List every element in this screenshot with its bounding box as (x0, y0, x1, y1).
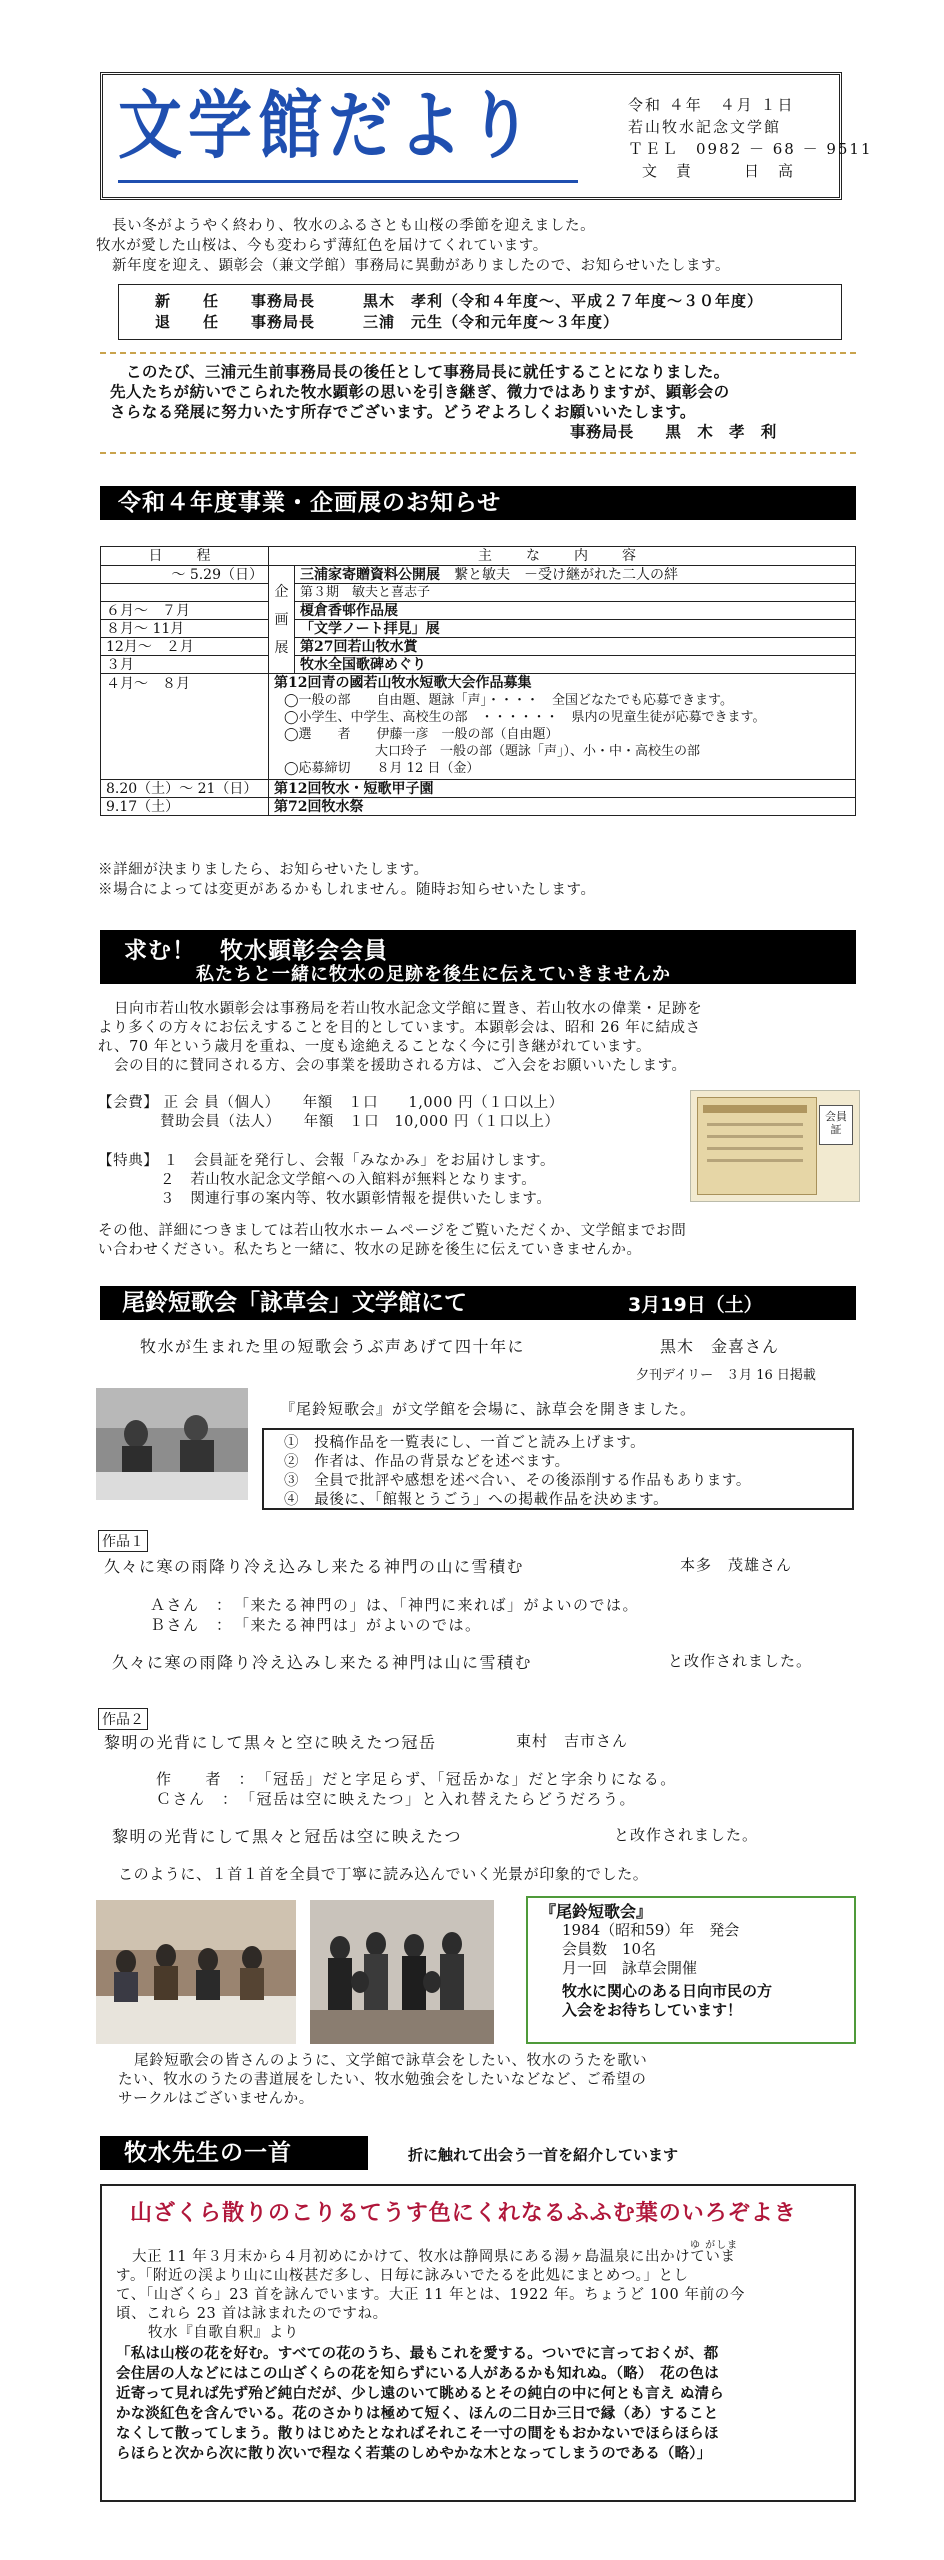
members-heading: 求む！ 牧水顕彰会会員 (124, 938, 388, 964)
members-banner (100, 930, 856, 984)
retired-staff: 退 任 事務局長 三浦 元生（令和元年度～３年度） (155, 313, 620, 331)
membership-fees: 【会費】 正 会 員（個人） 年額 １口 1,000 円（１口以上） 賛助会員（法人） 年額 １口 10,000 円（１口以上） (98, 1095, 564, 1130)
message-line: 先人たちが紡いでこられた牧水顕彰の思いを引き継ぎ、微力ではありますが、顕彰会の (110, 382, 730, 401)
eisokai-lead: 『尾鈴短歌会』が文学館を会場に、詠草会を開きました。 (280, 1400, 697, 1418)
phone-number: ＴＥＬ 0982 － 68 － 9511 (628, 140, 873, 158)
work2-revised: 黎明の光背にして黒々と冠岳は空に映えたつ (112, 1827, 463, 1846)
work2-poet: 東村 吉市さん (516, 1732, 629, 1750)
ruby-text: ゆ がしま (690, 2240, 739, 2251)
group-photo-2 (310, 1900, 494, 2044)
staff-change-box (118, 284, 842, 340)
events-notes: ※詳細が決まりましたら、お知らせいたします。 ※場合によっては変更があるかもしれません。随時お知らせいたします。 (98, 862, 596, 898)
ichishu-poem: 山ざくら散りのこりるてうす色にくれなるふふむ葉のいろぞよき (130, 2200, 797, 2226)
membership-card-image (690, 1090, 860, 1202)
members-subheading: 私たちと一緒に牧水の足跡を後生に伝えていきませんか (196, 964, 671, 985)
intro-text (96, 216, 730, 276)
event-item: 「文学ノート拝見」展 (295, 620, 856, 638)
meeting-photo-graphic (96, 1388, 248, 1500)
membership-perks: 【特典】 １ 会員証を発行し、会報「みなかみ」をお届けします。 ２ 若山牧水記念文学館への入館料が無料となります。 ３ 関連行事の案内等、牧水顕彰情報を提供いたします。 (98, 1153, 556, 1207)
club-name: 『尾鈴短歌会』 (540, 1902, 653, 1921)
ichishu-quote: 「私は山桜の花を好む。すべての花のうち、最もこれを愛する。ついでに言っておくが、都 会住居の人などにはこの山ざくらの花を知らずにいる人があるかも知れぬ。（略） 花の色は 近寄って見れば先ず殆ど純白だが、少し遠のいて眺めるとその純白の中に何とも言え ぬ清ら かな淡紅色を含んでいる。花のさかりは極めて短く、ほんの二日か三日で縁（あ）すること なくして散ってしまう。散りはじめたとなればそれこそ一寸の間をもおかないでほらほらほ らほらと次から次に散り次いで程なく若葉のしめやかな木となってしまうのである（略）」 (116, 2345, 724, 2462)
eisokai-steps-box: ① 投稿作品を一覧表にし、一首ごと読み上げます。 ② 作者は、作品の背景などを述べます。 ③ 全員で批評や感想を述べ合い、その後添削する作品もあります。 ④ 最後に、「館報とうごう」への掲載作品を決めます。 (262, 1428, 854, 1510)
work1-poet: 本多 茂雄さん (680, 1556, 793, 1574)
poem-source: 夕刊デイリー ３月 16 日掲載 (636, 1368, 816, 1383)
eisokai-closing: 尾鈴短歌会の皆さんのように、文学館で詠草会をしたい、牧水のうたを歌い たい、牧水のうたの書道展をしたい、牧水勉強会をしたいなどなど、ご希望の サークルはございませんか。 (118, 2053, 648, 2107)
col-header-date: 日 程 (101, 547, 269, 566)
tanka-contest-title: 第12回青の國若山牧水短歌大会作品募集 (274, 675, 532, 691)
club-info-box (526, 1896, 856, 2044)
featured-poet: 黒木 金喜さん (660, 1337, 780, 1356)
event-date: ８月～ 11月 (101, 620, 269, 638)
work2-comment-author: 作 者 ： 「冠岳」だと字足らず、「冠岳かな」だと字余りになる。 (156, 1770, 677, 1788)
club-invite-line: 入会をお待ちしています！ (562, 2001, 743, 2019)
event-item: 第27回若山牧水賞 (295, 638, 856, 656)
title-underline (118, 180, 578, 183)
certificate-mark: 会員証 (819, 1105, 853, 1145)
message-line: さらなる発展に努力いたす所存でございます。どうぞよろしくお願いいたします。 (110, 402, 696, 421)
event-date: 12月～ ２月 (101, 638, 269, 656)
ichishu-subtitle: 折に触れて出会う一首を紹介しています (408, 2146, 679, 2164)
divider (100, 352, 856, 354)
eisokai-heading: 尾鈴短歌会「詠草会」文学館にて (122, 1290, 467, 1316)
intro-line: 牧水が愛した山桜は、今も変わらず薄紅色を届けてくれています。 (96, 238, 548, 254)
event-item: 榎倉香邨作品展 (295, 602, 856, 620)
work2-revised-note: と改作されました。 (614, 1826, 759, 1844)
events-schedule-table (100, 546, 856, 816)
issue-date: 令和 ４年 ４月 １日 (628, 96, 795, 114)
event-date: 8.20（土）～ 21（日） (101, 780, 269, 798)
intro-line: 新年度を迎え、顕彰会（兼文学館）事務局に異動がありましたので、お知らせいたします。 (112, 258, 731, 274)
work1-comment-a: Ａさん ： 「来たる神門の」は、「神門に来れば」がよいのでは。 (150, 1596, 640, 1614)
work2-comment-c: Ｃさん ： 「冠岳は空に映えたつ」と入れ替えたらどうだろう。 (156, 1790, 637, 1808)
new-staff: 新 任 事務局長 黒木 孝利（令和４年度～、平成２７年度～３０年度） (155, 292, 764, 310)
club-founded: 1984（昭和59）年 発会 (562, 1921, 740, 1939)
editor-credit: 文 責 日 高 (642, 162, 796, 180)
ichishu-heading: 牧水先生の一首 (100, 2136, 368, 2170)
kikaku-label: 企 画 展 (269, 566, 295, 674)
work1-poem: 久々に寒の雨降り冷え込みし来たる神門の山に雪積む (104, 1557, 525, 1576)
message-signature: 事務局長 黒 木 孝 利 (570, 422, 777, 441)
club-invite-line: 牧水に関心のある日向市民の方 (562, 1982, 773, 2000)
museum-name: 若山牧水記念文学館 (628, 118, 782, 136)
event-date: ～ 5.29（日） (101, 566, 269, 584)
meeting-photo (96, 1388, 248, 1500)
work1-revised-note: と改作されました。 (668, 1652, 813, 1670)
eisokai-summary: このように、１首１首を全員で丁寧に読み込んでいく光景が印象的でした。 (118, 1865, 649, 1883)
event-item: 第12回牧水・短歌甲子園 (269, 780, 856, 798)
group-photo-1 (96, 1900, 296, 2044)
work1-comment-b: Ｂさん ： 「来たる神門は」がよいのでは。 (150, 1616, 482, 1634)
event-date: ４月～ ８月 (101, 674, 269, 780)
divider (100, 452, 856, 454)
club-members: 会員数 10名 (562, 1940, 657, 1958)
members-closing: その他、詳細につきましては若山牧水ホームページをご覧いただくか、文学館までお問 い合わせください。私たちと一緒に、牧水の足跡を後生に伝えていきませんか。 (98, 1223, 687, 1258)
members-text: 日向市若山牧水顕彰会は事務局を若山牧水記念文学館に置き、若山牧水の偉業・足跡を より多くの方々にお伝えすることを目的としています。本顕彰会は、昭和 26 年に結成さ れ、70 年という歳月を重ね、一度も途絶えることなく今に引き継がれています。 会の目的に賛同される方、会の事業を援助される方は、ご入会をお願いいたします。 (98, 1001, 703, 1074)
event-item: 牧水全国歌碑めぐり (295, 656, 856, 674)
club-meeting: 月一回 詠草会開催 (562, 1959, 698, 1977)
col-header-content: 主 な 内 容 (269, 547, 856, 566)
ichishu-text: 大正 11 年３月末から４月初めにかけて、牧水は静岡県にある湯ヶ島温泉に出かけていま す。「附近の渓より山に山桜甚だ多し、日毎に詠みいでたるを此処にまとめつ。」とし て、「山ざくら」23 首を詠んでいます。大正 11 年とは、1922 年。ちょうど 100 年前の今 頃、これら 23 首は詠まれたのですね。 牧水『自歌自釈』より (116, 2249, 745, 2341)
newsletter-title: 文学館だより (118, 84, 538, 170)
quote-title: 牧水『自歌自釈』より (148, 2325, 299, 2341)
event-item-sub: 第３期 敏夫と喜志子 (295, 584, 856, 602)
event-date: 9.17（土） (101, 798, 269, 816)
work2-poem: 黎明の光背にして黒々と空に映えたつ冠岳 (104, 1733, 437, 1752)
intro-line: 長い冬がようやく終わり、牧水のふるさとも山桜の季節を迎えました。 (112, 218, 596, 234)
tanka-contest: 第12回青の國若山牧水短歌大会作品募集 ◯一般の部 自由題、題詠「声」・・・・ 全国どなたでも応募できます。 ◯小学生、中学生、高校生の部 ・・・・・・ 県内の児童生徒が応募できます。 ◯選 者 伊藤一彦 一般の部（自由題） 大口玲子 一般の部（題詠「声」）、小・中・高校生の部 ◯応募締切 ８月 12 日（金） (269, 674, 856, 780)
event-date: ６月～ ７月 (101, 602, 269, 620)
work1-label: 作品１ (98, 1530, 148, 1552)
event-item: 第72回牧水祭 (269, 798, 856, 816)
event-date: ３月 (101, 656, 269, 674)
featured-poem: 牧水が生まれた里の短歌会うぶ声あげて四十年に (140, 1337, 526, 1356)
events-heading: 令和４年度事業・企画展のお知らせ (100, 486, 856, 520)
group-photo-1-graphic (96, 1900, 296, 2044)
work2-label: 作品２ (98, 1708, 148, 1730)
eisokai-date: 3月19日（土） (628, 1294, 763, 1316)
group-photo-2-graphic (310, 1900, 494, 2044)
header-info (628, 94, 873, 182)
director-message (110, 362, 777, 442)
eisokai-banner (100, 1286, 856, 1320)
work1-revised: 久々に寒の雨降り冷え込みし来たる神門は山に雪積む (112, 1653, 533, 1672)
event-item: 三浦家寄贈資料公開展 繋と敏夫 －受け継がれた二人の絆 (295, 566, 856, 584)
message-line: このたび、三浦元生前事務局長の後任として事務局長に就任することになりました。 (126, 362, 730, 381)
